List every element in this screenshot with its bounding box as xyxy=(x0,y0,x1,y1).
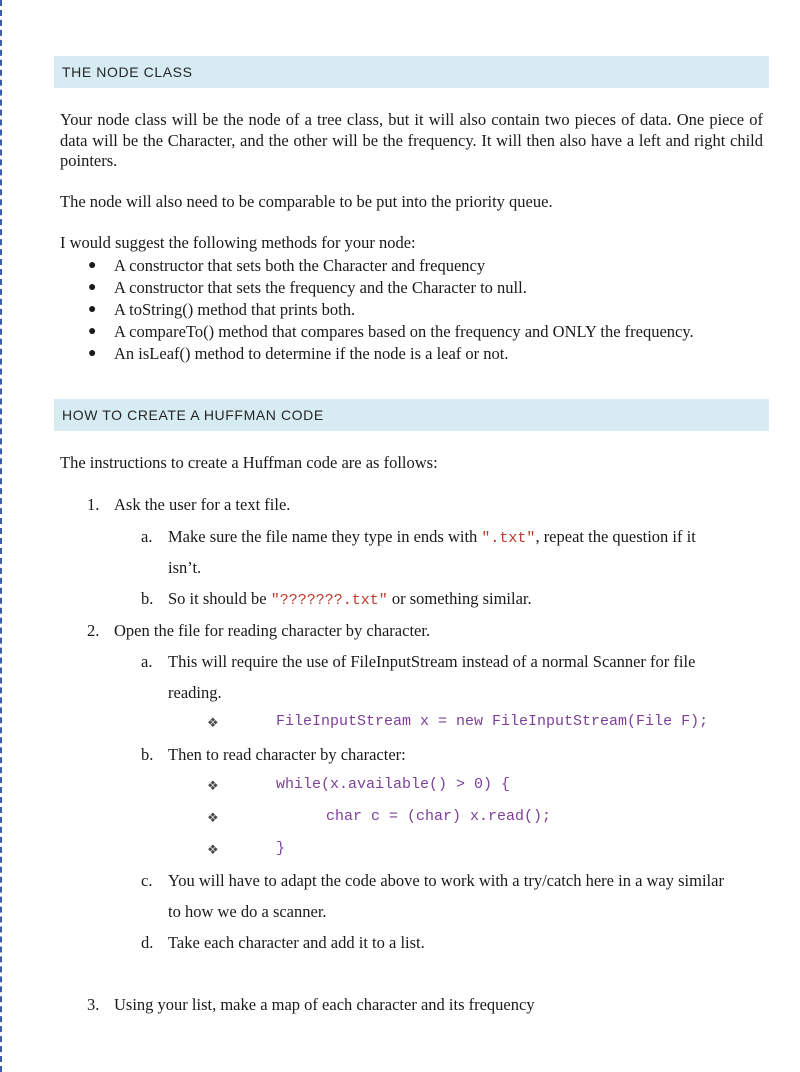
diamond-bullet-icon: ❖ xyxy=(207,810,219,825)
code-line-close-brace: } xyxy=(276,840,286,857)
diamond-bullet-icon: ❖ xyxy=(207,842,219,857)
step-2c: c. You will have to adapt the code above to work with a try/catch here in a way similar xyxy=(141,871,724,890)
step-2b: b. Then to read character by character: xyxy=(141,745,406,764)
step-2d: d. Take each character and add it to a list. xyxy=(141,933,425,952)
step-3-number: 3. xyxy=(87,995,100,1014)
node-class-paragraph-2: The node will also need to be comparable to be put into the priority queue. xyxy=(60,192,553,211)
bullet-icon: ● xyxy=(88,280,97,295)
diamond-bullet-icon: ❖ xyxy=(207,715,219,730)
code-line-read-char: char c = (char) x.read(); xyxy=(326,808,552,825)
txt-extension-code: ".txt" xyxy=(481,530,536,547)
step-1b-label: b. xyxy=(141,589,154,608)
step-2a-label: a. xyxy=(141,652,153,671)
bullet-icon: ● xyxy=(88,324,97,339)
step-2b-label: b. xyxy=(141,745,154,764)
section-heading-node-class: THE NODE CLASS xyxy=(54,56,769,88)
step-1-number: 1. xyxy=(87,495,100,514)
step-1a-label: a. xyxy=(141,527,153,546)
step-2 xyxy=(87,621,431,641)
bullet-icon: ● xyxy=(88,302,97,317)
step-1b: b. So it should be "???????.txt" or something similar. xyxy=(141,589,532,609)
page-margin-line xyxy=(0,0,2,1072)
step-3 xyxy=(87,995,535,1015)
bullet-icon: ● xyxy=(88,258,97,273)
step-2c-label: c. xyxy=(141,871,153,890)
step-1a-line2: isn’t. xyxy=(168,558,202,577)
step-2c-line2: to how we do a scanner. xyxy=(168,902,327,921)
step-1-text: Ask the user for a text file. xyxy=(114,495,291,514)
code-line-fileinputstream: FileInputStream x = new FileInputStream(File F); xyxy=(276,713,709,730)
code-line-while: while(x.available() > 0) { xyxy=(276,776,511,793)
diamond-bullet-icon: ❖ xyxy=(207,778,219,793)
step-2a-line2: reading. xyxy=(168,683,222,702)
step-2d-label: d. xyxy=(141,933,154,952)
step-3-text: Using your list, make a map of each character and its frequency xyxy=(114,995,535,1014)
list-item: ● A compareTo() method that compares based on the frequency and ONLY the frequency. xyxy=(88,322,694,341)
list-item: ● An isLeaf() method to determine if the node is a leaf or not. xyxy=(88,344,509,363)
step-2-text: Open the file for reading character by character. xyxy=(114,621,431,640)
node-class-paragraph-3: I would suggest the following methods for your node: xyxy=(60,233,416,252)
bullet-icon: ● xyxy=(88,346,97,361)
step-2a: a. This will require the use of FileInputStream instead of a normal Scanner for file xyxy=(141,652,696,671)
list-item: ● A constructor that sets the frequency and the Character to null. xyxy=(88,278,527,297)
filename-example-code: "???????.txt" xyxy=(270,592,388,609)
node-class-paragraph-1: Your node class will be the node of a tree class, but it will also contain two pieces of data. One piece of data will be the Character, and the other will be the frequency. It will then also have a left and right child pointers. xyxy=(60,110,763,170)
huffman-intro: The instructions to create a Huffman code are as follows: xyxy=(60,453,438,472)
list-item: ● A toString() method that prints both. xyxy=(88,300,356,319)
step-1a: a. Make sure the file name they type in ends with ".txt", repeat the question if it xyxy=(141,527,696,547)
step-1 xyxy=(87,495,291,515)
step-2-number: 2. xyxy=(87,621,100,640)
node-methods-list xyxy=(60,255,763,365)
section-heading-huffman: HOW TO CREATE A HUFFMAN CODE xyxy=(54,399,769,431)
list-item: ● A constructor that sets both the Character and frequency xyxy=(88,256,486,275)
